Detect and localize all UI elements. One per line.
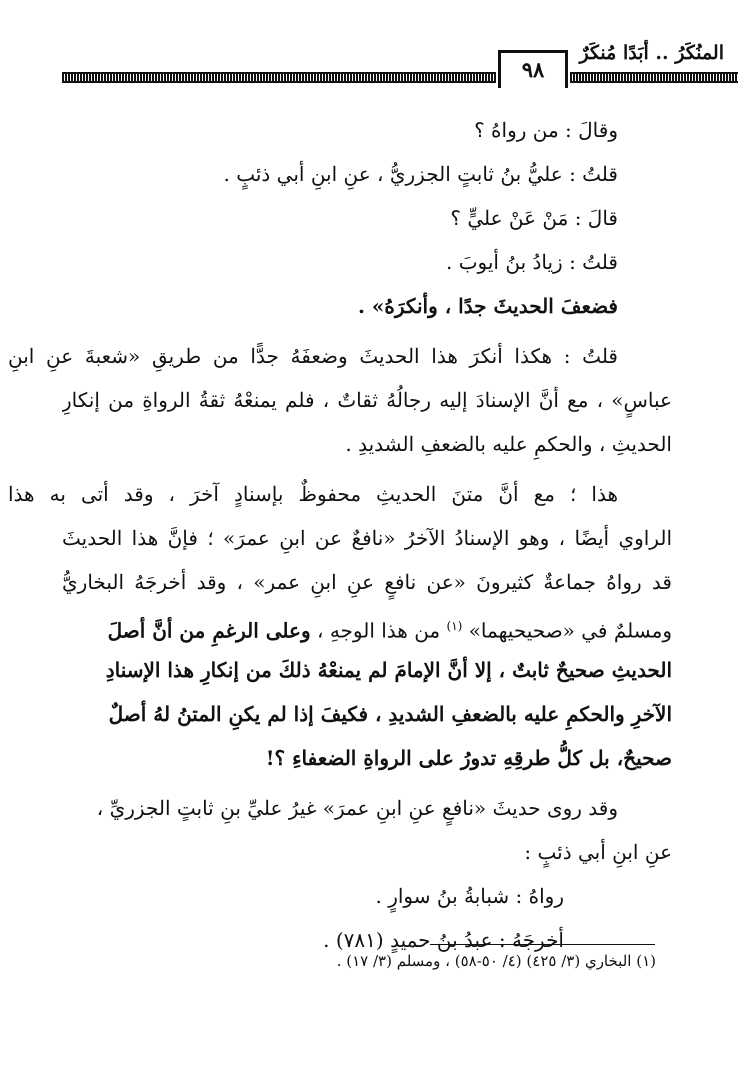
text-segment-bold: وعلى الرغمِ من أنَّ أصلَ <box>107 618 311 643</box>
text-line: رواهُ : شبابةُ بنُ سوارٍ . <box>375 884 564 908</box>
text-line: أخرجَهُ : عبدُ بنُ حميدٍ (٧٨١) . <box>323 928 564 952</box>
text-line: عباسٍ» ، مع أنَّ الإسنادَ إليه رجالُهُ ثقاتٌ ، فلم يمنعْهُ ثقةُ الرواةِ من إنكارِ <box>62 388 672 412</box>
footnote-marker: (١) <box>446 619 463 633</box>
text-segment: ومسلمٌ في «صحيحيهما» <box>468 618 672 643</box>
text-line: الحديثِ ، والحكمِ عليه بالضعفِ الشديدِ . <box>345 432 672 456</box>
text-line <box>62 604 672 648</box>
header-rule-right <box>570 72 738 83</box>
text-line: عنِ ابنِ أبي ذئبٍ : <box>524 840 672 864</box>
running-title: المنُكَرُ .. أبَدًا مُنكَرٌ <box>579 42 724 64</box>
text-line: قلتُ : زيادُ بنُ أيوبَ . <box>445 250 618 274</box>
text-line: الراوي أيضًا ، وهو الإسنادُ الآخرُ «نافعٌ عن ابنِ عمرَ» ؛ فإنَّ هذا الحديثَ <box>62 526 672 550</box>
text-line: صحيحٌ، بل كلُّ طرقِهِ تدورُ على الرواةِ الضعفاءِ ؟! <box>265 746 672 770</box>
text-line: قالَ : مَنْ عَنْ عليٍّ ؟ <box>450 206 618 230</box>
text-line: قلتُ : هكذا أنكرَ هذا الحديثَ وضعفَهُ جدًّا من طريقِ «شعبةَ عنِ ابنِ <box>8 344 618 368</box>
text-line: قد رواهُ جماعةٌ كثيرونَ «عن نافعٍ عنِ ابنِ عمر» ، وقد أخرجَهُ البخاريُّ <box>62 570 672 594</box>
text-line: الآخرِ والحكمِ عليه بالضعفِ الشديدِ ، فكيفَ إذا لم يكنِ المتنُ لهُ أصلٌ <box>108 702 672 726</box>
text-segment: من هذا الوجهِ ، <box>317 618 441 643</box>
text-line: فضعفَ الحديثَ جدًا ، وأنكرَهُ» . <box>357 294 618 318</box>
page-number: ٩٨ <box>498 50 568 88</box>
text-line: هذا ؛ مع أنَّ متنَ الحديثِ محفوظٌ بإسنادٍ آخرَ ، وقد أتى به هذا <box>8 482 618 506</box>
text-line: وقالَ : من رواهُ ؟ <box>474 118 618 142</box>
text-line: قلتُ : عليُّ بنُ ثابتٍ الجزريُّ ، عنِ ابنِ أبي ذئبٍ . <box>223 162 618 186</box>
footnote-rule <box>430 944 655 945</box>
text-line: وقد روى حديثَ «نافعٍ عنِ ابنِ عمرَ» غيرُ عليِّ بنِ ثابتٍ الجزريِّ ، <box>96 796 618 820</box>
header-rule-left <box>62 72 496 83</box>
footnote: (١) البخاري (٣/ ٤٢٥) (٤/ ٥٠-٥٨) ، ومسلم (٣/ ١٧) . <box>336 952 656 970</box>
text-line: الحديثِ صحيحٌ ثابتٌ ، إلا أنَّ الإمامَ لم يمنعْهُ ذلكَ من إنكارِ هذا الإسنادِ <box>105 658 672 682</box>
page-body <box>8 108 672 962</box>
